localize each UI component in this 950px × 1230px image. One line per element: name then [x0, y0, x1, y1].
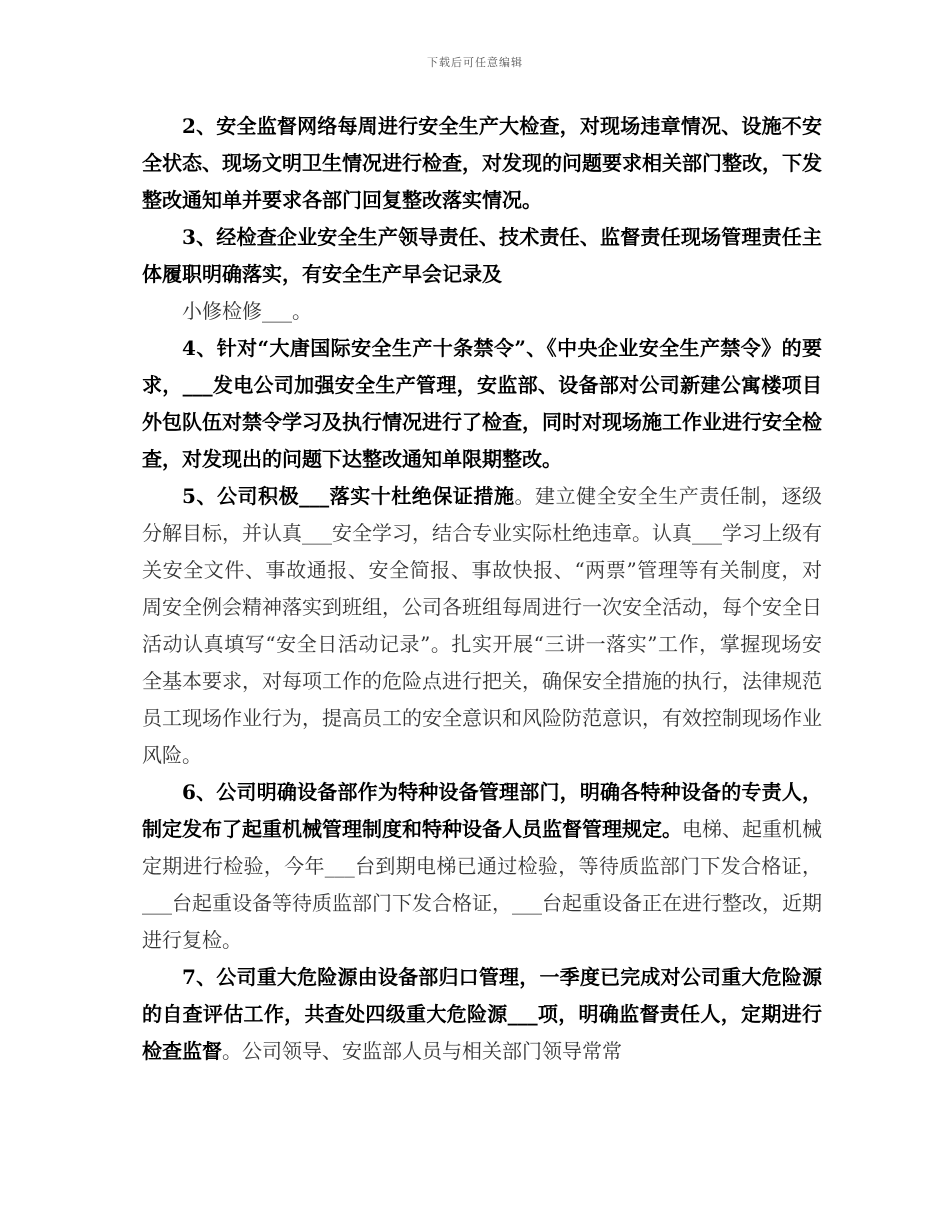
paragraph-2: [142, 108, 822, 219]
paragraph-bold-text: 3、经检查企业安全生产领导责任、技术责任、监督责任现场管理责任主体履职明确落实，有安全生产早会记录及: [142, 225, 822, 286]
paragraph-text: 小修检修___。: [182, 299, 312, 323]
page-header: 下载后可任意编辑: [427, 56, 523, 69]
paragraph-6: [142, 774, 822, 959]
paragraph-bold-text: 4、针对“大唐国际安全生产十条禁令”、《中央企业安全生产禁令》的要求，___发电公司加强安全生产管理，安监部、设备部对公司新建公寓楼项目外包队伍对禁令学习及执行情况进行了检查，同时对现场施工作业进行安全检查，对发现出的问题下达整改通知单限期整改。: [142, 336, 822, 471]
paragraph-bold-text: 7、公司重大危险源由设备部归口管理，一季度已完成对公司重大危险源的自查评估工作，共查处四级重大危险源___项，明确监督责任人，定期进行检查监督: [142, 965, 822, 1063]
paragraph-text: 电梯、起重机械定期进行检验，今年___台到期电梯已通过检验，等待质监部门下发合格证，___台起重设备等待质监部门下发合格证，___台起重设备正在进行整改，近期进行复检。: [142, 817, 822, 952]
paragraph-3-continued: [142, 293, 822, 330]
paragraph-7: [142, 959, 822, 1070]
paragraph-bold-text: 6、公司明确设备部作为特种设备管理部门，明确各特种设备的专责人，制定发布了起重机械管理制度和特种设备人员监督管理规定。: [142, 780, 822, 841]
paragraph-bold-text: 2、安全监督网络每周进行安全生产大检查，对现场违章情况、设施不安全状态、现场文明卫生情况进行检查，对发现的问题要求相关部门整改，下发整改通知单并要求各部门回复整改落实情况。: [142, 114, 822, 212]
paragraph-text: 。公司领导、安监部人员与相关部门领导常常: [222, 1039, 622, 1063]
paragraph-4: [142, 330, 822, 478]
paragraph-5: [142, 478, 822, 774]
paragraph-3: [142, 219, 822, 293]
document-body: [142, 108, 822, 1070]
paragraph-bold-text: 5、公司积极___落实十杜绝保证措施: [182, 484, 515, 508]
paragraph-text: 。建立健全安全生产责任制，逐级分解目标，并认真___安全学习，结合专业实际杜绝违章。认真___学习上级有关安全文件、事故通报、安全简报、事故快报、“两票”管理等有关制度，对周安全例会精神落实到班组，公司各班组每周进行一次安全活动，每个安全日活动认真填写“安全日活动记录”。扎实开展“三讲一落实”工作，掌握现场安全基本要求，对每项工作的危险点进行把关，确保安全措施的执行，法律规范员工现场作业行为，提高员工的安全意识和风险防范意识，有效控制现场作业风险。: [142, 484, 823, 767]
